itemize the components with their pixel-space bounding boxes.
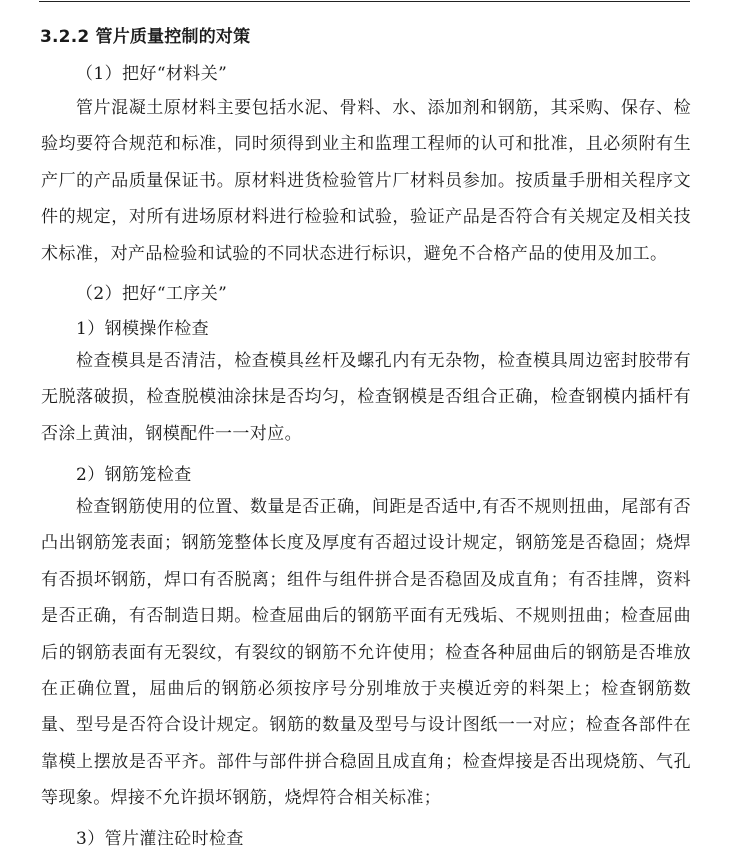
section-heading: 3.2.2 管片质量控制的对策 (40, 27, 251, 47)
item-steel-mold-check: 1）钢模操作检查 (76, 319, 210, 339)
top-rule (39, 1, 690, 2)
item-concrete-pouring-check: 3）管片灌注砼时检查 (76, 829, 244, 849)
subheading-material-control: （1）把好“材料关” (76, 64, 228, 84)
subheading-process-control: （2）把好“工序关” (76, 284, 228, 304)
paragraph-material-control: 管片混凝土原材料主要包括水泥、骨料、水、添加剂和钢筋，其采购、保存、检验均要符合规范和标准，同时须得到业主和监理工程师的认可和批准，且必须附有生产厂的产品质量保证书。原材料进货检验管片厂材料员参加。按质量手册相关程序文件的规定，对所有进场原材料进行检验和试验，验证产品是否符合有关规定及相关技术标准，对产品检验和试验的不同状态进行标识，避免不合格产品的使用及加工。 (41, 98, 691, 264)
paragraph-rebar-cage-check: 检查钢筋使用的位置、数量是否正确，间距是否适中,有否不规则扭曲，尾部有否凸出钢筋笼表面；钢筋笼整体长度及厚度有否超过设计规定，钢筋笼是否稳固；烧焊有否损坏钢筋，焊口有否脱离；组件与组件拼合是否稳固及成直角；有否挂牌，资料是否正确，有否制造日期。检查屈曲后的钢筋平面有无残垢、不规则扭曲；检查屈曲后的钢筋表面有无裂纹，有裂纹的钢筋不允许使用；检查各种屈曲后的钢筋是否堆放在正确位置，屈曲后的钢筋必须按序号分别堆放于夹模近旁的料架上；检查钢筋数量、型号是否符合设计规定。钢筋的数量及型号与设计图纸一一对应；检查各部件在靠模上摆放是否平齐。部件与部件拼合稳固且成直角；检查焊接是否出现烧筋、气孔等现象。焊接不允许损坏钢筋，烧焊符合相关标准； (41, 497, 691, 809)
paragraph-steel-mold-check: 检查模具是否清洁，检查模具丝杆及螺孔内有无杂物，检查模具周边密封胶带有无脱落破损，检查脱模油涂抹是否均匀，检查钢模是否组合正确，检查钢模内插杆有否涂上黄油，钢模配件一一对应。 (41, 351, 691, 444)
item-rebar-cage-check: 2）钢筋笼检查 (76, 465, 192, 485)
